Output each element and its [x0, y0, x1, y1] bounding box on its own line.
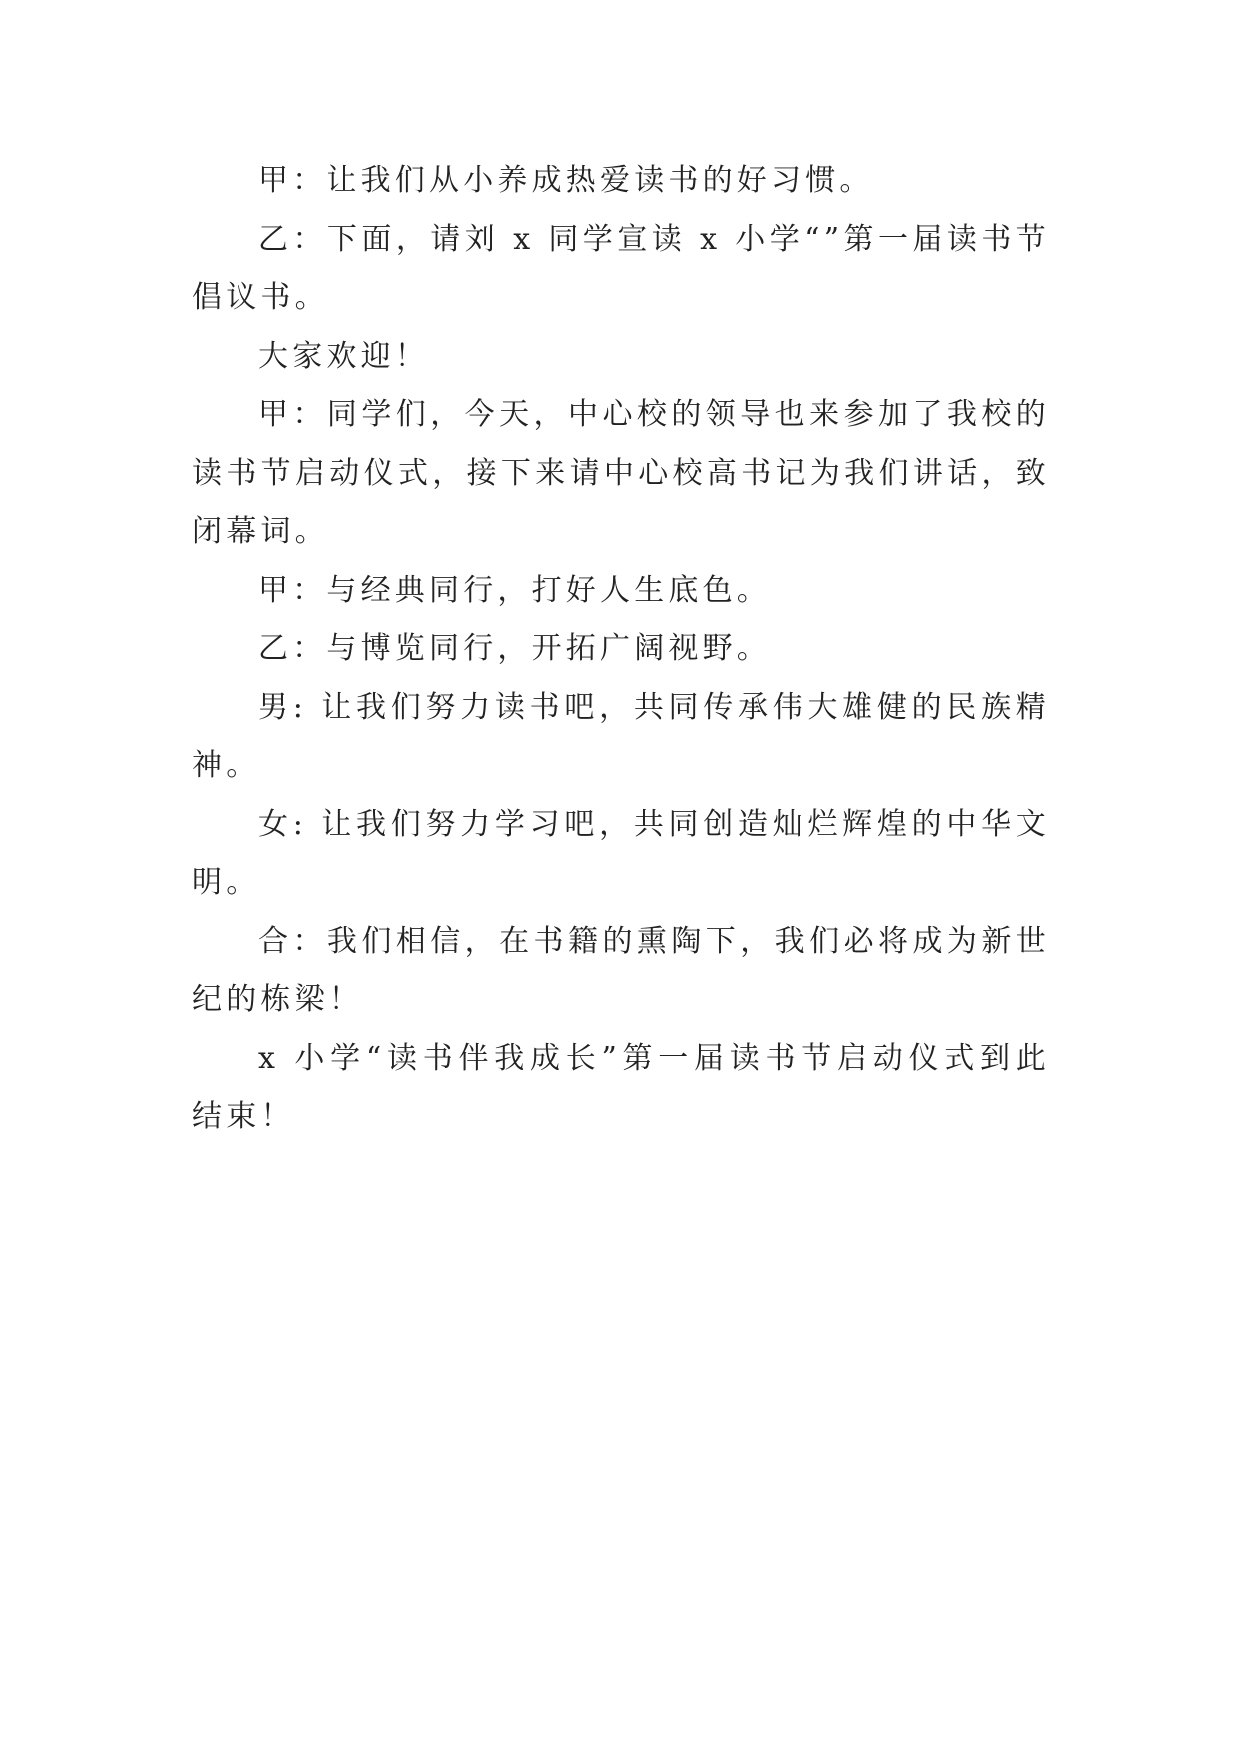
paragraph-9: 合：我们相信，在书籍的熏陶下，我们必将成为新世纪的栋梁！	[192, 923, 1050, 1017]
paragraph-6: 乙：与博览同行，开拓广阔视野。	[258, 631, 771, 666]
paragraph-1: 甲：让我们从小养成热爱读书的好习惯。	[258, 163, 874, 198]
paragraph-5: 甲：与经典同行，打好人生底色。	[258, 572, 771, 608]
paragraph-8: 女: 让我们努力学习吧，共同创造灿烂辉煌的中华文明。	[192, 806, 1050, 900]
paragraph-7: 男: 让我们努力读书吧，共同传承伟大雄健的民族精神。	[192, 689, 1050, 783]
paragraph-4: 甲：同学们，今天，中心校的领导也来参加了我校的读书节启动仪式，接下来请中心校高书记为我们讲话，致闭幕词。	[192, 397, 1050, 549]
document-body	[192, 152, 1050, 1147]
paragraph-10: x 小学“读书伴我成长”第一届读书节启动仪式到此结束！	[192, 1040, 1050, 1134]
paragraph-2: 乙：下面，请刘 x 同学宣读 x 小学“”第一届读书节倡议书。	[192, 221, 1050, 315]
paragraph-3: 大家欢迎！	[258, 338, 429, 374]
